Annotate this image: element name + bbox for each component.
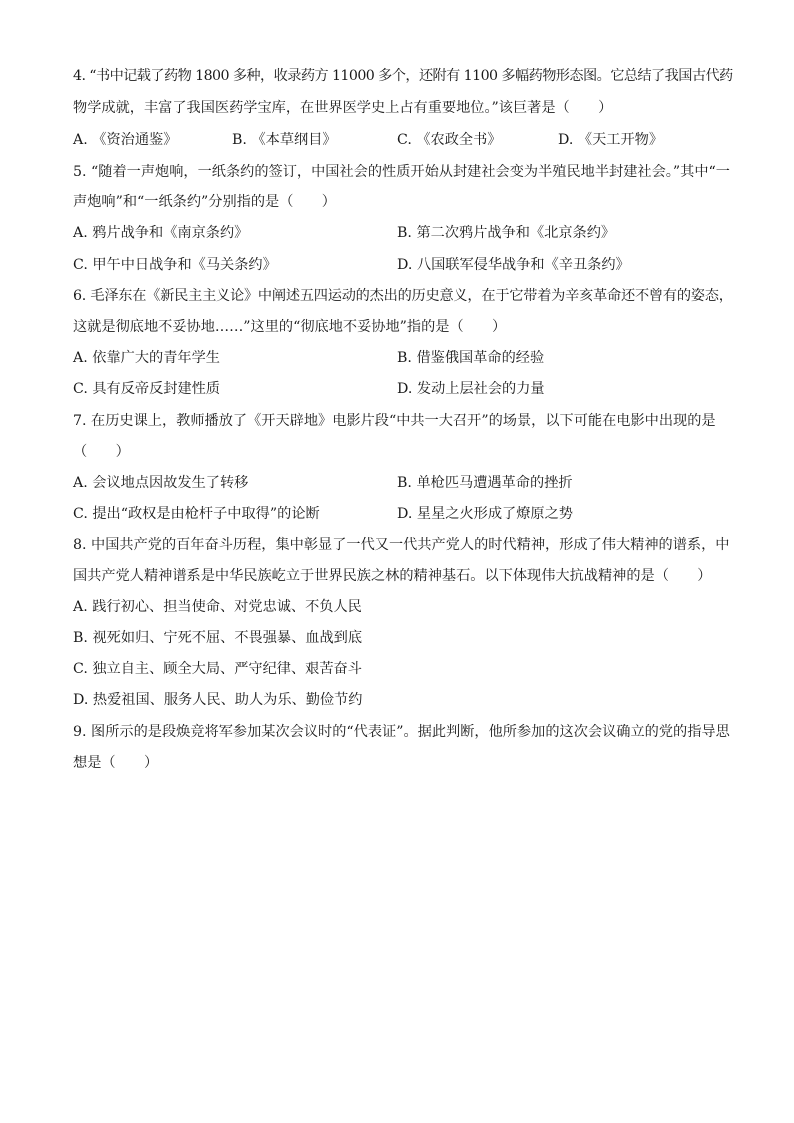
question-6-stem-line-2: 这就是彻底地不妥协地……”这里的“彻底地不妥协地”指的是（ ） [73, 319, 507, 335]
question-4-options [73, 130, 733, 150]
question-8-option-d[interactable]: D. 热爱祖国、服务人民、助人为乐、勤俭节约 [73, 692, 363, 708]
question-7-option-d[interactable]: D. 星星之火形成了燎原之势 [397, 506, 573, 522]
question-7-options-row-2 [73, 504, 733, 524]
question-7-option-b[interactable]: B. 单枪匹马遭遇革命的挫折 [397, 475, 573, 491]
question-5-option-d[interactable]: D. 八国联军侵华战争和《辛丑条约》 [397, 257, 630, 273]
question-4-option-c[interactable]: C. 《农政全书》 [397, 132, 502, 148]
question-4-stem-line-1: 4. “书中记载了药物 1800 多种，收录药方 11000 多个，还附有 1100 多幅药物形态图。它总结了我国古代药 [73, 68, 733, 84]
question-5-stem-line-1: 5. “随着一声炮响，一纸条约的签订，中国社会的性质开始从封建社会变为半殖民地半封建社会。”其中“一 [73, 164, 730, 180]
question-7-stem-line-1: 7. 在历史课上，教师播放了《开天辟地》电影片段“中共一大召开”的场景，以下可能在电影中出现的是 [73, 413, 716, 429]
question-6-options-row-1 [73, 348, 733, 368]
question-6-option-b[interactable]: B. 借鉴俄国革命的经验 [397, 350, 545, 366]
question-5-option-a[interactable]: A. 鸦片战争和《南京条约》 [73, 225, 249, 241]
question-5-options-row-2 [73, 255, 733, 275]
question-8-stem-line-1: 8. 中国共产党的百年奋斗历程，集中彰显了一代又一代共产党人的时代精神，形成了伟大精神的谱系，中 [73, 537, 730, 553]
question-8-stem-line-2: 国共产党人精神谱系是中华民族屹立于世界民族之林的精神基石。以下体现伟大抗战精神的是（ ） [73, 568, 712, 584]
question-8-option-b[interactable]: B. 视死如归、宁死不屈、不畏强暴、血战到底 [73, 630, 363, 646]
question-7-options-row-1 [73, 473, 733, 493]
question-9-stem-line-2: 想是（ ） [73, 755, 159, 771]
question-6-stem-line-1: 6. 毛泽东在《新民主主义论》中阐述五四运动的杰出的历史意义，在于它带着为辛亥革命还不曾有的姿态， [73, 288, 733, 304]
question-5-options-row-1 [73, 223, 733, 243]
question-5-option-b[interactable]: B. 第二次鸦片战争和《北京条约》 [397, 225, 616, 241]
question-7-stem-line-2: （ ） [73, 444, 130, 460]
question-7-option-a[interactable]: A. 会议地点因故发生了转移 [73, 475, 249, 491]
question-6-option-c[interactable]: C. 具有反帝反封建性质 [73, 381, 221, 397]
question-5-option-c[interactable]: C. 甲午中日战争和《马关条约》 [73, 257, 277, 273]
question-8-option-a[interactable]: A. 践行初心、担当使命、对党忠诚、不负人民 [73, 599, 362, 615]
question-7-option-c[interactable]: C. 提出“政权是由枪杆子中取得”的论断 [73, 506, 320, 522]
question-4-option-d[interactable]: D. 《天工开物》 [558, 132, 664, 148]
question-6-option-a[interactable]: A. 依靠广大的青年学生 [73, 350, 220, 366]
question-9-stem-line-1: 9. 图所示的是段焕竞将军参加某次会议时的“代表证”。据此判断，他所参加的这次会议确立的党的指导思 [73, 724, 730, 740]
question-6-option-d[interactable]: D. 发动上层社会的力量 [397, 381, 545, 397]
question-4-stem-line-2: 物学成就，丰富了我国医药学宝库，在世界医学史上占有重要地位。”该巨著是（ ） [73, 100, 613, 116]
question-8-option-c[interactable]: C. 独立自主、顾全大局、严守纪律、艰苦奋斗 [73, 661, 362, 677]
question-5-stem-line-2: 声炮响”和“一纸条约”分别指的是（ ） [73, 194, 336, 210]
question-6-options-row-2 [73, 379, 733, 399]
question-4-option-b[interactable]: B. 《本草纲目》 [232, 132, 337, 148]
question-4-option-a[interactable]: A. 《资治通鉴》 [73, 132, 178, 148]
